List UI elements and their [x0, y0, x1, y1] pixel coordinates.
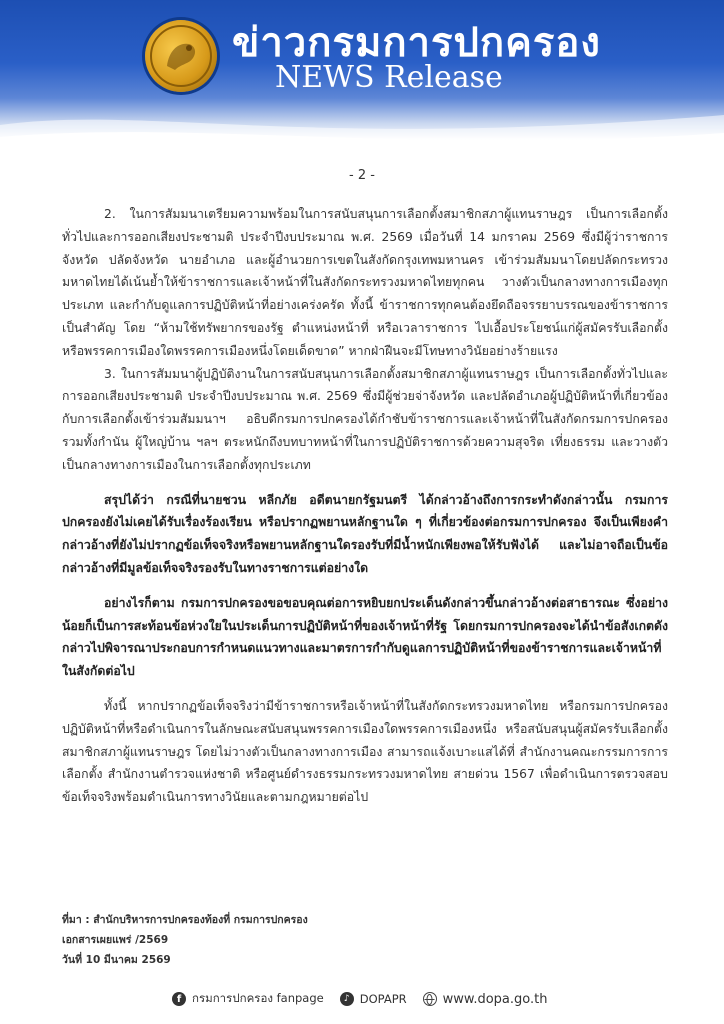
banner-title-english: NEWS Release	[275, 60, 503, 95]
footer-social	[172, 988, 547, 1010]
globe-icon	[423, 992, 437, 1006]
facebook-link[interactable]: กรมการปกครอง fanpage	[192, 991, 324, 1005]
document-date: วันที่ 10 มีนาคม 2569	[62, 954, 171, 966]
banner-title-thai: ข่าวกรมการปกครอง	[232, 20, 601, 66]
document-number: เอกสารเผยแพร่ /2569	[62, 934, 169, 946]
facebook-icon[interactable]: f	[172, 992, 186, 1006]
banner-wave-decoration	[0, 95, 724, 140]
paragraph-acknowledgement: อย่างไรก็ตาม กรมการปกครองขอขอบคุณต่อการหยิบยกประเด็นดังกล่าวขึ้นกล่าวอ้างต่อสาธารณะ ซึ่งอย่างน้อยก็เป็นการสะท้อนข้อห่วงใยในประเด็นการปฏิบัติหน้าที่ของเจ้าหน้าที่รัฐ โดยกรมการปกครองจะได้นำข้อสังเกตดังกล่าวไปพิจารณาประกอบการกำหนดแนวทางและมาตรการกำกับดูแลการปฏิบัติหน้าที่ของข้าราชการและเจ้าหน้าที่ในสังกัดต่อไป	[62, 595, 668, 679]
source-line: ที่มา : สำนักบริหารการปกครองท้องที่ กรมการปกครอง	[62, 914, 308, 926]
page-number: - 2 -	[349, 168, 375, 183]
tiktok-icon[interactable]: ♪	[340, 992, 354, 1006]
paragraph-item-2: 2. ในการสัมมนาเตรียมความพร้อมในการสนับสนุนการเลือกตั้งสมาชิกสภาผู้แทนราษฎร เป็นการเลือกตั้งทั่วไปและการออกเสียงประชามติ ประจำปีงบประมาณ พ.ศ. 2569 เมื่อวันที่ 14 มกราคม 2569 ซึ่งมีผู้ว่าราชการจังหวัด ปลัดจังหวัด นายอำเภอ และผู้อำนวยการเขตในสังกัดกรุงเทพมหานคร เข้าร่วมสัมมนาโดยปลัดกระทรวงมหาดไทยได้เน้นย้ำให้ข้าราชการและเจ้าหน้าที่ในสังกัดกระทรวงมหาดไทยทุกคน วางตัวเป็นกลางทางการเมืองทุกประเภท และกำกับดูแลการปฏิบัติหน้าที่อย่างเคร่งครัด ทั้งนี้ ข้าราชการทุกคนต้องยึดถือจรรยาบรรณของข้าราชการเป็นสำคัญ โดย “ห้ามใช้ทรัพยากรของรัฐ ตำแหน่งหน้าที่ หรือเวลาราชการ ไปเอื้อประโยชน์แก่ผู้สมัครรับเลือกตั้งหรือพรรคการเมืองใดพรรคการเมืองหนึ่งโดยเด็ดขาด” หากฝ่าฝืนจะมีโทษทางวินัยอย่างร้ายแรง	[62, 207, 668, 358]
tiktok-link[interactable]: DOPAPR	[359, 992, 407, 1006]
department-seal-icon	[145, 20, 217, 92]
paragraph-item-3: 3. ในการสัมมนาผู้ปฏิบัติงานในการสนับสนุนการเลือกตั้งสมาชิกสภาผู้แทนราษฎร เป็นการเลือกตั้งทั่วไปและการออกเสียงประชามติ ประจำปีงบประมาณ พ.ศ. 2569 ซึ่งมีผู้ช่วยจ่าจังหวัด และปลัดอำเภอผู้ปฏิบัติหน้าที่เกี่ยวข้องกับการเลือกตั้งเข้าร่วมสัมมนาฯ อธิบดีกรมการปกครองได้กำชับข้าราชการและเจ้าหน้าที่ในสังกัดกรมการปกครอง รวมทั้งกำนัน ผู้ใหญ่บ้าน ฯลฯ ตระหนักถึงบทบาทหน้าที่ในการปฏิบัติราชการด้วยความสุจริต เที่ยงธรรม และวางตัวเป็นกลางทางการเมืองในการเลือกตั้งทุกประเภท	[62, 366, 668, 472]
paragraph-hotline: ทั้งนี้ หากปรากฏข้อเท็จจริงว่ามีข้าราชการหรือเจ้าหน้าที่ในสังกัดกระทรวงมหาดไทย หรือกรมการปกครองปฏิบัติหน้าที่หรือดำเนินการในลักษณะสนับสนุนพรรคการเมืองใดพรรคการเมืองหนึ่ง หรือสนับสนุนผู้สมัครรับเลือกตั้งสมาชิกสภาผู้แทนราษฎร โดยไม่วางตัวเป็นกลางทางการเมือง สามารถแจ้งเบาะแสได้ที่ สำนักงานคณะกรรมการการเลือกตั้ง สำนักงานตำรวจแห่งชาติ หรือศูนย์ดำรงธรรมกระทรวงมหาดไทย สายด่วน 1567 เพื่อดำเนินการตรวจสอบข้อเท็จจริงพร้อมดำเนินการทางวินัยและตามกฎหมายต่อไป	[62, 698, 668, 805]
news-banner	[0, 0, 724, 140]
paragraph-conclusion: สรุปได้ว่า กรณีที่นายชวน หลีกภัย อดีตนายกรัฐมนตรี ได้กล่าวอ้างถึงการกระทำดังกล่าวนั้น กรมการปกครองยังไม่เคยได้รับเรื่องร้องเรียน หรือปรากฏพยานหลักฐานใด ๆ ที่เกี่ยวข้องต่อกรมการปกครอง จึงเป็นเพียงคำกล่าวอ้างที่ยังไม่ปรากฏข้อเท็จจริงหรือพยานหลักฐานใดรองรับที่มีน้ำหนักเพียงพอให้รับฟังได้ และไม่อาจถือเป็นข้อกล่าวอ้างที่มีมูลข้อเท็จจริงรองรับในทางราชการแต่อย่างใด	[62, 492, 668, 575]
spacer	[62, 683, 668, 695]
spacer	[62, 477, 668, 489]
website-link[interactable]: www.dopa.go.th	[442, 991, 548, 1007]
document-body	[62, 203, 668, 809]
spacer	[62, 580, 668, 592]
source-block	[62, 910, 662, 970]
